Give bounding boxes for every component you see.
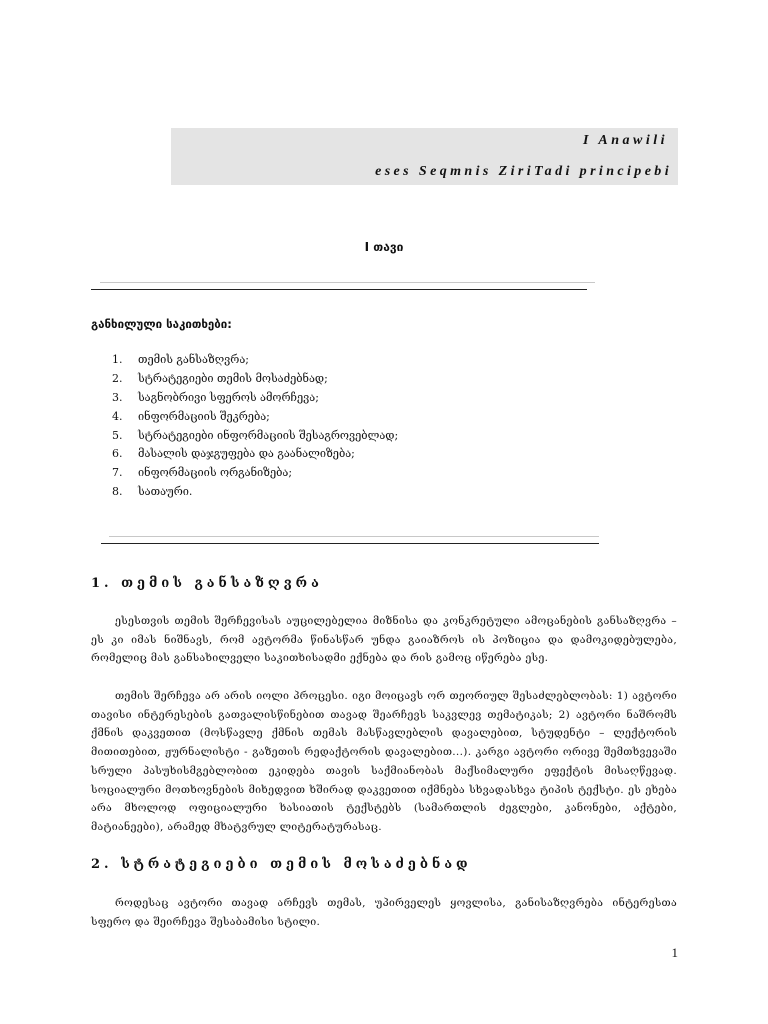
list-item bbox=[112, 370, 398, 389]
list-text: სტრატეგიები თემის მოსაძებნად; bbox=[138, 371, 328, 385]
chapter-title: I თავი bbox=[364, 240, 404, 254]
divider-bottom-light bbox=[109, 536, 599, 537]
list-text: საგნობრივი სფეროს ამორჩევა; bbox=[138, 390, 319, 404]
list-item bbox=[112, 464, 398, 483]
topic-list bbox=[112, 351, 398, 502]
list-text: სათაური. bbox=[138, 485, 193, 499]
part-title: I Anawili bbox=[582, 133, 668, 148]
list-number: 3. bbox=[112, 390, 123, 404]
list-text: მასალის დაჯგუფება და გაანალიზება; bbox=[138, 447, 355, 461]
list-number: 5. bbox=[112, 428, 123, 442]
list-number: 1. bbox=[112, 353, 123, 366]
paragraph: თემის შერჩევა არ არის იოლი პროცესი. იგი მოიცავს ორ თეორიულ შესაძლებლობას: 1) ავტორი თავისი ინტერესების გათვალისწინებით თავად შეარჩევს საკვლევ თემატიკას; 2) ავტორი ნაშრომს ქმნის დაკვეთით (მოსწავლე ქმნის თემას მასწავლებლის დავალებით, სტუდენტი – ლექტორის მითითებით, ჟურნალისტი - გაზეთის რედაქტორის დავალებით...). კარგი ავტორი ორივე შემთხვევაში სრული პასუხისმგებლობით ეკიდება თავის საქმიანობას მაქსიმალური ეფექტის მისაღწევად. სოციალური მოთხოვნების მიხედვით ხშირად დაკვეთით იქმნება სხვადასხვა ტიპის ტექსტი. ეს ეხება არა მხოლოდ ოფიციალური ხასიათის ტექსტებს (სამართლის ძეგლები, კანონები, აქტები, მატიანეები), არამედ მხატვრულ ლიტერატურასაც. bbox=[91, 690, 677, 833]
list-number: 8. bbox=[112, 485, 123, 499]
list-text: სტრატეგიები ინფორმაციის შესაგროვებლად; bbox=[138, 428, 399, 442]
divider-bottom bbox=[101, 543, 599, 544]
section-heading-2: 2. სტრატეგიები თემის მოსაძებნად bbox=[91, 857, 472, 872]
section-heading-1: 1. თემის განსაზღვრა bbox=[91, 576, 323, 591]
list-text: ინფორმაციის შეკრება; bbox=[138, 409, 270, 423]
list-text: ინფორმაციის ორგანიზება; bbox=[138, 466, 293, 480]
divider-top-light bbox=[100, 282, 595, 283]
list-text: თემის განსაზღვრა; bbox=[138, 353, 249, 366]
paragraph: როდესაც ავტორი თავად არჩევს თემას, უპირველეს ყოვლისა, განისაზღვრება ინტერესთა სფერო და შეირჩევა შესაბამისი სტილი. bbox=[91, 897, 677, 928]
list-number: 4. bbox=[112, 409, 123, 423]
list-number: 6. bbox=[112, 447, 123, 461]
list-item bbox=[112, 483, 398, 502]
page-number: 1 bbox=[671, 945, 678, 960]
part-subtitle: eses Seqmnis ZiriTadi principebi bbox=[375, 164, 672, 179]
list-item bbox=[112, 427, 398, 446]
list-item bbox=[112, 408, 398, 427]
divider-top bbox=[91, 289, 587, 290]
list-item bbox=[112, 445, 398, 464]
list-item bbox=[112, 389, 398, 408]
list-item bbox=[112, 351, 398, 370]
part-header-box bbox=[171, 128, 678, 185]
list-number: 2. bbox=[112, 371, 123, 385]
paragraph: ესესთვის თემის შერჩევისას აუცილებელია მიზნისა და კონკრეტული ამოცანების განსაზღვრა – ეს კი იმას ნიშნავს, რომ ავტორმა წინასწარ უნდა გაიაზროს ის პოზიცია და დამოკიდებულება, რომელიც მას განსახილველი საკითხისადმი ექნება და რის გამოც იწერება ესე. bbox=[91, 615, 677, 665]
topics-heading: განხილული საკითხები: bbox=[91, 317, 232, 331]
list-number: 7. bbox=[112, 466, 123, 480]
